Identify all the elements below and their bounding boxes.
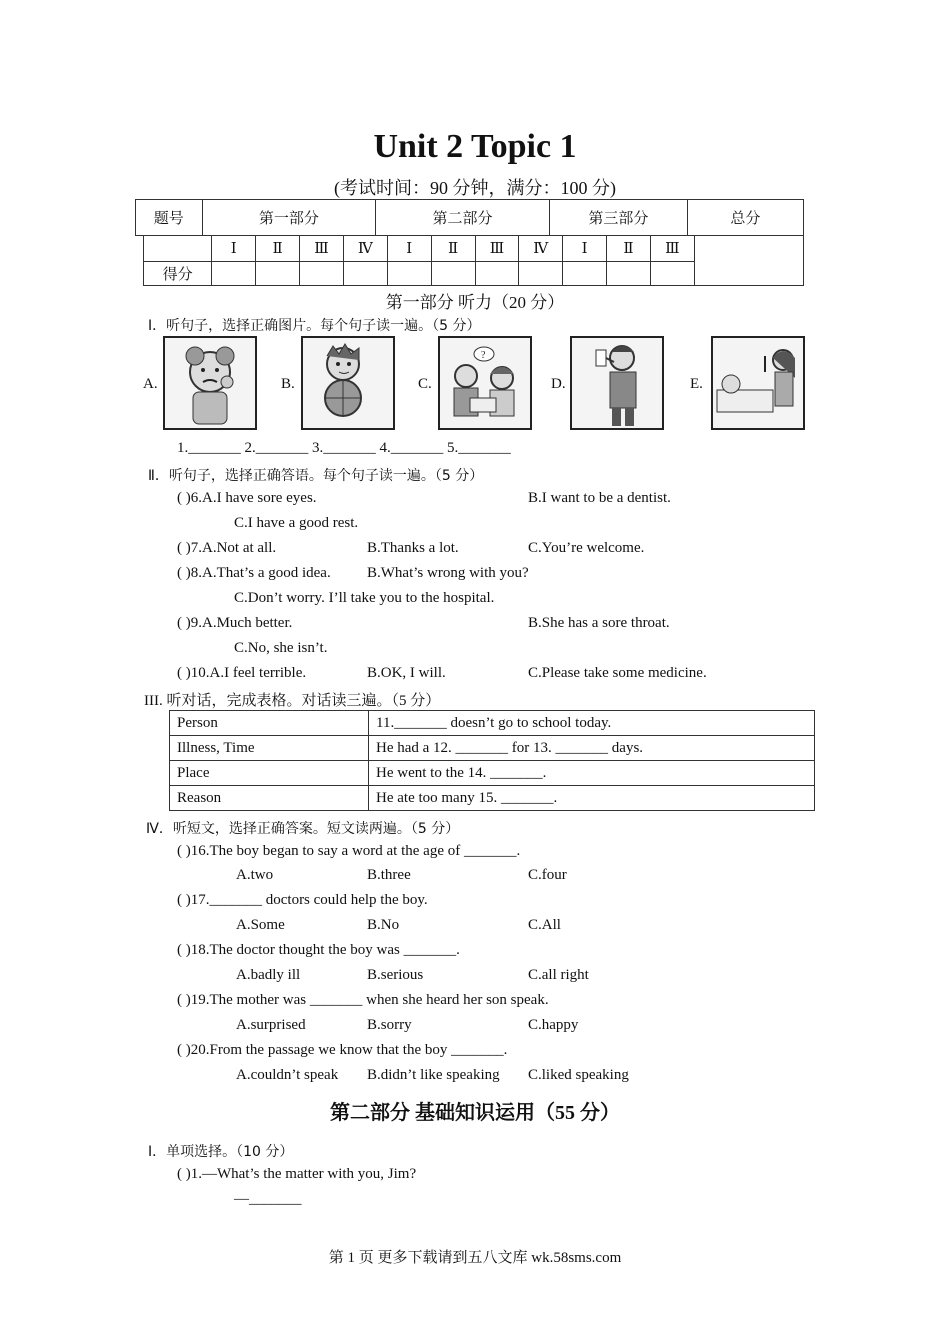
table-label-cell: Reason	[170, 786, 369, 811]
pic-label-b: B.	[281, 376, 295, 392]
question-19-option-b: B.sorry	[367, 1017, 412, 1033]
page-title: Unit 2 Topic 1	[373, 128, 577, 165]
total-score-cell	[694, 236, 803, 286]
score-sub-cell: Ⅳ	[519, 236, 563, 262]
question-8-option-b: B.What’s wrong with you?	[367, 565, 529, 581]
question-7-option-c: C.You’re welcome.	[528, 540, 645, 556]
page-footer: 第 1 页 更多下载请到五八文库 wk.58sms.com	[328, 1250, 622, 1266]
question-20-stem[interactable]: ( )20.From the passage we know that the boy _______.	[177, 1042, 508, 1058]
score-sub-cell: Ⅲ	[300, 236, 344, 262]
question-16-stem[interactable]: ( )16.The boy began to say a word at the age of _______.	[177, 843, 521, 859]
question-9-stem[interactable]: ( )9.A.Much better.	[177, 615, 293, 631]
score-row-label: 得分	[144, 262, 212, 286]
table-row	[170, 711, 815, 736]
question-17-option-a: A.Some	[236, 917, 285, 933]
table-value-cell[interactable]: He ate too many 15. _______.	[369, 786, 815, 811]
question-16-option-b: B.three	[367, 867, 411, 883]
table-label-cell: Illness, Time	[170, 736, 369, 761]
question-16-option-c: C.four	[528, 867, 567, 883]
part1-s3-instruction: III. 听对话，完成表格。对话读三遍。（5 分）	[144, 693, 441, 709]
question-9-option-c: C.No, she isn’t.	[234, 640, 328, 656]
table-value-cell[interactable]: 11._______ doesn’t go to school today.	[369, 711, 815, 736]
score-table-body	[143, 235, 804, 286]
score-sub-cell: Ⅲ	[475, 236, 519, 262]
question-6-option-c: C.I have a good rest.	[234, 515, 359, 531]
svg-text:?: ?	[481, 350, 486, 361]
picture-b-boy-basketball	[301, 336, 395, 430]
question-10-option-b: B.OK, I will.	[367, 665, 446, 681]
question-10-option-c: C.Please take some medicine.	[528, 665, 707, 681]
question-6-stem[interactable]: ( )6.A.I have sore eyes.	[177, 490, 317, 506]
part1-title: 第一部分 听力（20 分）	[385, 293, 565, 312]
question-p2-1-answer[interactable]: —_______	[234, 1191, 302, 1207]
question-19-option-a: A.surprised	[236, 1017, 306, 1033]
question-18-option-c: C.all right	[528, 967, 589, 983]
question-8-option-c: C.Don’t worry. I’ll take you to the hospital.	[234, 590, 495, 606]
picture-d-man-drinking	[570, 336, 664, 430]
question-p2-1-stem[interactable]: ( )1.—What’s the matter with you, Jim?	[177, 1166, 417, 1182]
score-header-cell: 第一部分	[202, 200, 376, 236]
question-6-option-b: B.I want to be a dentist.	[528, 490, 671, 506]
question-17-option-b: B.No	[367, 917, 400, 933]
part1-s2-instruction: Ⅱ．听句子，选择正确答语。每个句子读一遍。（5 分）	[148, 468, 484, 484]
question-9-option-b: B.She has a sore throat.	[528, 615, 670, 631]
table-value-cell[interactable]: He went to the 14. _______.	[369, 761, 815, 786]
score-header-cell: 题号	[136, 200, 203, 236]
score-header-cell: 第三部分	[549, 200, 687, 236]
part2-s1-instruction: Ⅰ．单项选择。（10 分）	[148, 1144, 294, 1160]
score-table-header	[135, 199, 804, 236]
score-header-cell: 总分	[687, 200, 803, 236]
score-sub-cell: Ⅲ	[650, 236, 694, 262]
part1-s1-answer-blanks[interactable]: 1._______ 2._______ 3._______ 4._______ 5._______	[177, 440, 511, 456]
picture-e-nurse-patient	[711, 336, 805, 430]
score-sub-cell: Ⅳ	[343, 236, 387, 262]
table-row	[170, 786, 815, 811]
score-sub-cell: Ⅱ	[256, 236, 300, 262]
question-19-option-c: C.happy	[528, 1017, 579, 1033]
score-header-cell: 第二部分	[376, 200, 550, 236]
part2-title: 第二部分 基础知识运用（55 分）	[330, 1102, 620, 1124]
score-sub-cell: Ⅱ	[431, 236, 475, 262]
table-row	[170, 761, 815, 786]
pic-label-e: E.	[690, 376, 703, 392]
question-19-stem[interactable]: ( )19.The mother was _______ when she heard her son speak.	[177, 992, 549, 1008]
score-sub-cell: Ⅰ	[563, 236, 607, 262]
question-17-option-c: C.All	[528, 917, 561, 933]
question-10-stem[interactable]: ( )10.A.I feel terrible.	[177, 665, 307, 681]
question-20-option-c: C.liked speaking	[528, 1067, 629, 1083]
question-17-stem[interactable]: ( )17._______ doctors could help the boy.	[177, 892, 428, 908]
score-sub-cell: Ⅰ	[212, 236, 256, 262]
question-7-option-b: B.Thanks a lot.	[367, 540, 459, 556]
score-sub-cell: Ⅱ	[607, 236, 651, 262]
pic-label-a: A.	[143, 376, 158, 392]
question-16-option-a: A.two	[236, 867, 274, 883]
picture-c-two-kids-talking	[438, 336, 532, 430]
question-18-stem[interactable]: ( )18.The doctor thought the boy was _______.	[177, 942, 460, 958]
question-7-stem[interactable]: ( )7.A.Not at all.	[177, 540, 277, 556]
dialogue-table	[169, 710, 815, 811]
picture-a-girl-toothache	[163, 336, 257, 430]
question-18-option-a: A.badly ill	[236, 967, 301, 983]
score-sub-cell: Ⅰ	[387, 236, 431, 262]
question-20-option-a: A.couldn’t speak	[236, 1067, 339, 1083]
table-value-cell[interactable]: He had a 12. _______ for 13. _______ days.	[369, 736, 815, 761]
question-18-option-b: B.serious	[367, 967, 424, 983]
part1-s1-instruction: Ⅰ．听句子，选择正确图片。每个句子读一遍。（5 分）	[148, 318, 481, 334]
pic-label-c: C.	[418, 376, 432, 392]
exam-info: (考试时间：90 分钟，满分：100 分)	[334, 178, 616, 198]
table-row	[170, 736, 815, 761]
question-20-option-b: B.didn’t like speaking	[367, 1067, 500, 1083]
question-8-stem[interactable]: ( )8.A.That’s a good idea.	[177, 565, 331, 581]
part1-s4-instruction: Ⅳ．听短文，选择正确答案。短文读两遍。（5 分）	[146, 821, 460, 837]
table-label-cell: Place	[170, 761, 369, 786]
table-label-cell: Person	[170, 711, 369, 736]
pic-label-d: D.	[551, 376, 566, 392]
